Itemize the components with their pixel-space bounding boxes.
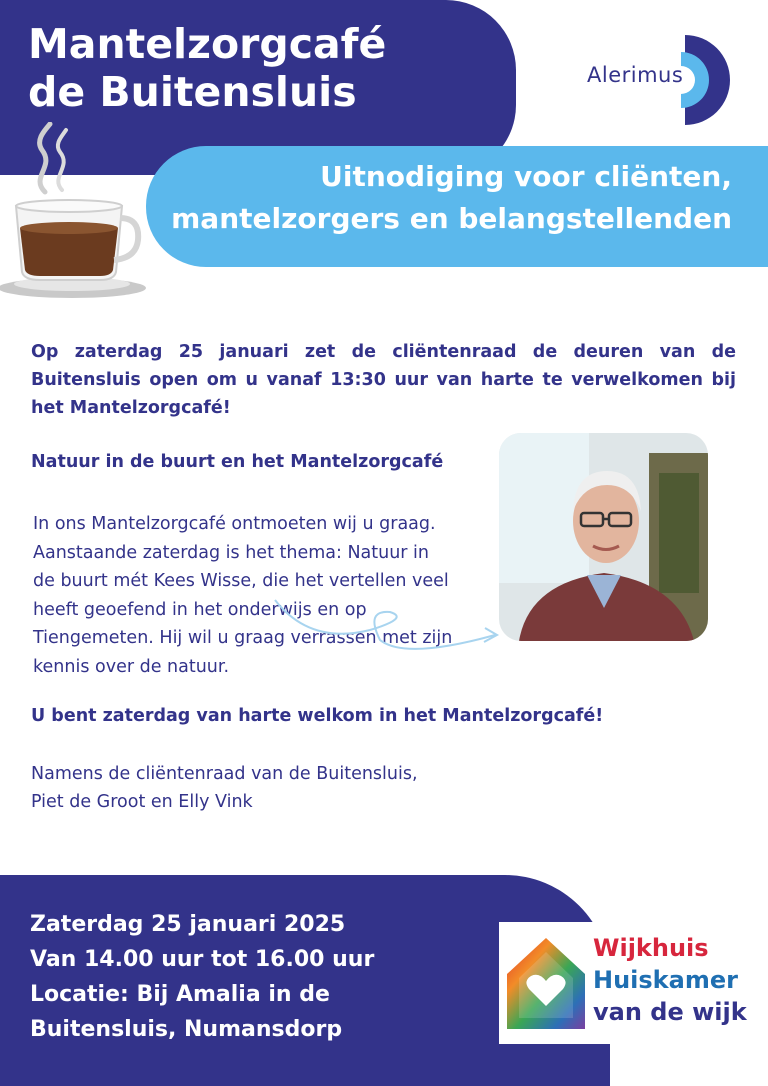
title-line-1: Mantelzorgcafé (28, 20, 387, 68)
signature-line-2: Piet de Groot en Elly Vink (31, 792, 253, 812)
intro-paragraph: Op zaterdag 25 januari zet de cliëntenraad de deuren van de Buitensluis open om u vanaf 13:30 uur van harte te verwelkomen bij het Mantelzorgcafé! (31, 342, 736, 418)
event-details (30, 907, 374, 1047)
event-date: Zaterdag 25 januari 2025 (30, 912, 346, 937)
speaker-portrait-icon (499, 433, 708, 641)
event-time: Van 14.00 uur tot 16.00 uur (30, 947, 375, 972)
partner-line-2: Huiskamer (593, 966, 738, 994)
invite-line-1: Uitnodiging voor cliënten, (320, 160, 732, 193)
invite-banner (146, 146, 768, 267)
body-line-6: kennis over de natuur. (33, 656, 230, 677)
body-line-4: heeft geoefend in het onderwijs en op (33, 599, 367, 620)
decorative-arrow-icon (270, 590, 510, 660)
coffee-cup-icon (0, 122, 160, 302)
event-location-2: Buitensluis, Numansdorp (30, 1017, 343, 1042)
house-heart-icon (505, 936, 587, 1031)
partner-name (593, 932, 747, 1028)
event-location-1: Locatie: Bij Amalia in de (30, 982, 330, 1007)
title-line-2: de Buitensluis (28, 68, 357, 116)
page-title (28, 20, 386, 116)
wijkhuis-logo (499, 922, 754, 1044)
signature-line-1: Namens de cliëntenraad van de Buitensluis, (31, 764, 418, 784)
partner-line-3: van de wijk (593, 998, 747, 1026)
body-line-2: Aanstaande zaterdag is het thema: Natuur in (33, 542, 430, 563)
body-line-1: In ons Mantelzorgcafé ontmoeten wij u graag. (33, 514, 436, 534)
body-line-3: de buurt mét Kees Wisse, die het vertellen veel (33, 571, 449, 591)
welcome-text: U bent zaterdag van harte welkom in het Mantelzorgcafé! (31, 706, 604, 726)
speaker-photo (499, 433, 708, 641)
section-heading: Natuur in de buurt en het Mantelzorgcafé (31, 452, 444, 472)
partner-line-1: Wijkhuis (593, 934, 709, 962)
invite-line-2: mantelzorgers en belangstellenden (171, 202, 732, 235)
alerimus-logo (585, 30, 745, 130)
alerimus-mark-icon (675, 30, 745, 130)
signature (31, 760, 418, 816)
invite-text (171, 156, 732, 240)
body-line-5: Tiengemeten. Hij wil u graag verrassen met zijn (33, 628, 453, 648)
logo-text: Alerimus (587, 63, 684, 87)
